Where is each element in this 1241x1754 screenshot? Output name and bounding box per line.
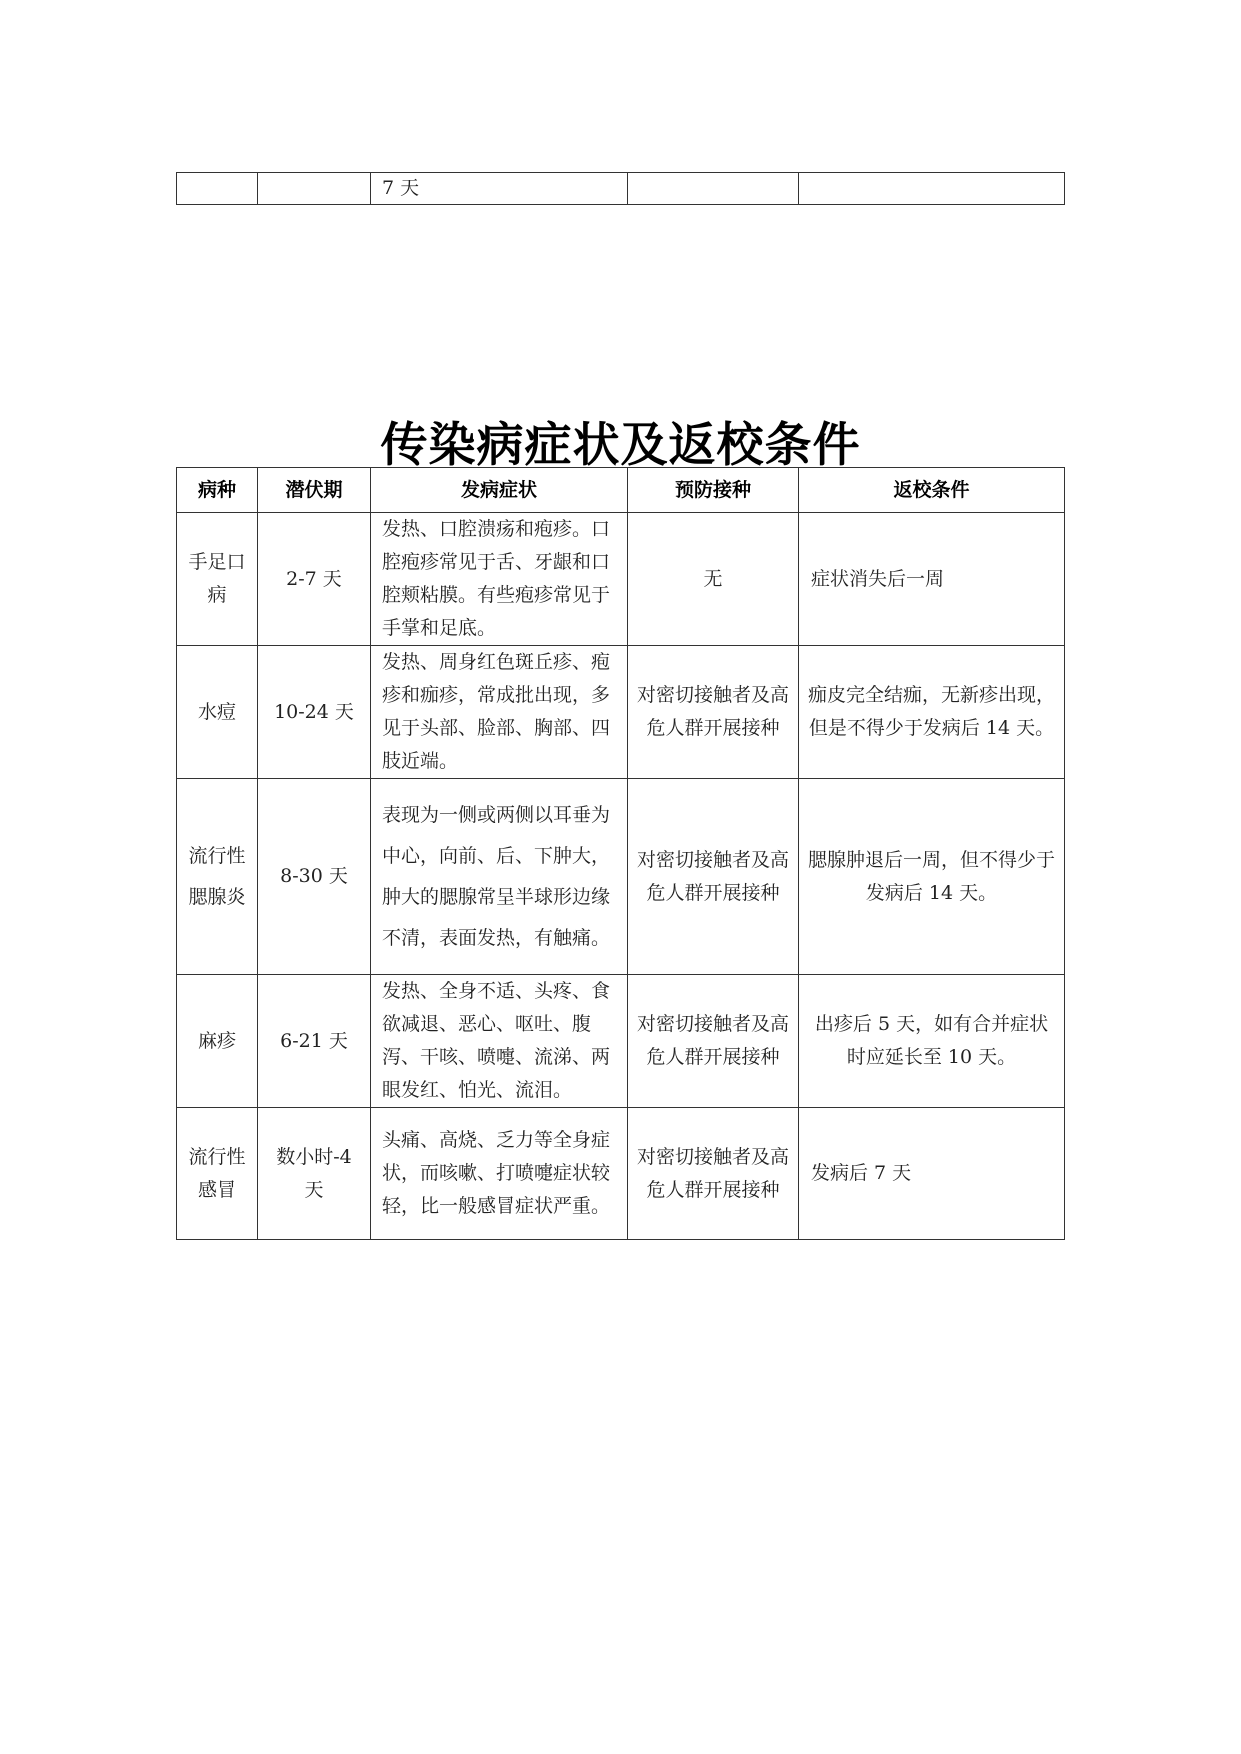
cell-return: 症状消失后一周 — [799, 513, 1065, 646]
table-row — [177, 779, 1065, 975]
cell-disease: 流行性感冒 — [177, 1108, 258, 1240]
table-cell: 7 天 — [371, 173, 628, 205]
cell-symptoms: 头痛、高烧、乏力等全身症状，而咳嗽、打喷嚏症状较轻，比一般感冒症状严重。 — [371, 1108, 628, 1240]
header-disease: 病种 — [177, 468, 258, 513]
table-header-row — [177, 468, 1065, 513]
header-incubation: 潜伏期 — [258, 468, 371, 513]
table-cell — [258, 173, 371, 205]
table-row — [177, 646, 1065, 779]
disease-table — [176, 467, 1065, 1240]
cell-incubation: 6-21 天 — [258, 975, 371, 1108]
cell-incubation: 10-24 天 — [258, 646, 371, 779]
cell-return: 出疹后 5 天，如有合并症状时应延长至 10 天。 — [799, 975, 1065, 1108]
cell-incubation: 8-30 天 — [258, 779, 371, 975]
cell-disease: 流行性腮腺炎 — [177, 779, 258, 975]
cell-incubation: 数小时-4 天 — [258, 1108, 371, 1240]
cell-return: 腮腺肿退后一周，但不得少于发病后 14 天。 — [799, 779, 1065, 975]
cell-symptoms: 发热、全身不适、头疼、食欲减退、恶心、呕吐、腹泻、干咳、喷嚏、流涕、两眼发红、怕光、流泪。 — [371, 975, 628, 1108]
cell-incubation: 2-7 天 — [258, 513, 371, 646]
table-cell — [628, 173, 799, 205]
table-row — [177, 975, 1065, 1108]
cell-vaccination: 对密切接触者及高危人群开展接种 — [628, 779, 799, 975]
table-cell — [177, 173, 258, 205]
cell-symptoms: 发热、周身红色斑丘疹、疱疹和痂疹，常成批出现，多见于头部、脸部、胸部、四肢近端。 — [371, 646, 628, 779]
header-symptoms: 发病症状 — [371, 468, 628, 513]
cell-vaccination: 对密切接触者及高危人群开展接种 — [628, 1108, 799, 1240]
table-cell — [799, 173, 1065, 205]
cell-symptoms: 发热、口腔溃疡和疱疹。口腔疱疹常见于舌、牙龈和口腔颊粘膜。有些疱疹常见于手掌和足底。 — [371, 513, 628, 646]
cell-return: 痂皮完全结痂，无新疹出现，但是不得少于发病后 14 天。 — [799, 646, 1065, 779]
cell-return: 发病后 7 天 — [799, 1108, 1065, 1240]
cell-symptoms: 表现为一侧或两侧以耳垂为中心，向前、后、下肿大，肿大的腮腺常呈半球形边缘不清，表面发热，有触痛。 — [371, 779, 628, 975]
table-row — [177, 513, 1065, 646]
continuation-table-fragment — [176, 172, 1065, 205]
header-vaccination: 预防接种 — [628, 468, 799, 513]
cell-vaccination: 对密切接触者及高危人群开展接种 — [628, 646, 799, 779]
cell-disease: 手足口病 — [177, 513, 258, 646]
table-row — [177, 173, 1065, 205]
header-return: 返校条件 — [799, 468, 1065, 513]
cell-vaccination: 无 — [628, 513, 799, 646]
cell-disease: 水痘 — [177, 646, 258, 779]
cell-vaccination: 对密切接触者及高危人群开展接种 — [628, 975, 799, 1108]
table-row — [177, 1108, 1065, 1240]
page-title: 传染病症状及返校条件 — [380, 418, 861, 473]
cell-disease: 麻疹 — [177, 975, 258, 1108]
